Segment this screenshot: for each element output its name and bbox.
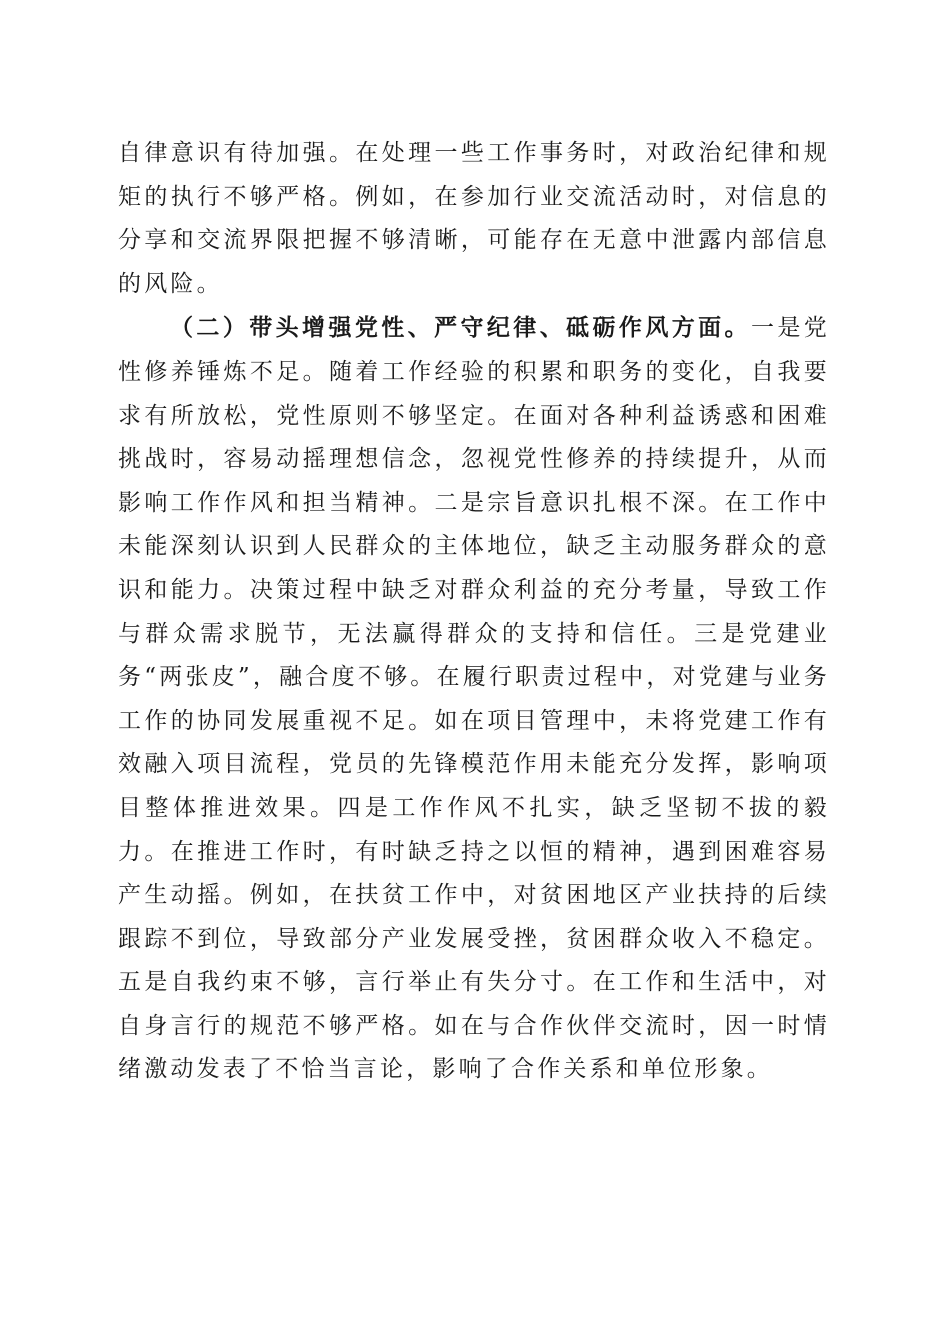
- paragraph-continuation: [118, 132, 830, 306]
- paragraph-text: 一是党性修养锤炼不足。随着工作经验的积累和职务的变化，自我要求有所放松，党性原则不够坚定。在面对各种利益诱惑和困难挑战时，容易动摇理想信念，忽视党性修养的持续提升，从而影响工作作风和担当精神。二是宗旨意识扎根不深。在工作中未能深刻认识到人民群众的主体地位，缺乏主动服务群众的意识和能力。决策过程中缺乏对群众利益的充分考量，导致工作与群众需求脱节，无法赢得群众的支持和信任。三是党建业务“两张皮”，融合度不够。在履行职责过程中，对党建与业务工作的协同发展重视不足。如在项目管理中，未将党建工作有效融入项目流程，党员的先锋模范作用未能充分发挥，影响项目整体推进效果。四是工作作风不扎实，缺乏坚韧不拔的毅力。在推进工作时，有时缺乏持之以恒的精神，遇到困难容易产生动摇。例如，在扶贫工作中，对贫困地区产业扶持的后续跟踪不到位，导致部分产业发展受挫，贫困群众收入不稳定。五是自我约束不够，言行举止有失分寸。在工作和生活中，对自身言行的规范不够严格。如在与合作伙伴交流时，因一时情绪激动发表了不恰当言论，影响了合作关系和单位形象。: [118, 315, 830, 1083]
- paragraph-section-two: [118, 306, 830, 1092]
- document-body: [118, 132, 830, 1092]
- section-heading: （二）带头增强党性、严守纪律、砥砺作风方面。: [170, 314, 751, 342]
- paragraph-text: 自律意识有待加强。在处理一些工作事务时，对政治纪律和规矩的执行不够严格。例如，在参加行业交流活动时，对信息的分享和交流界限把握不够清晰，可能存在无意中泄露内部信息的风险。: [118, 140, 830, 297]
